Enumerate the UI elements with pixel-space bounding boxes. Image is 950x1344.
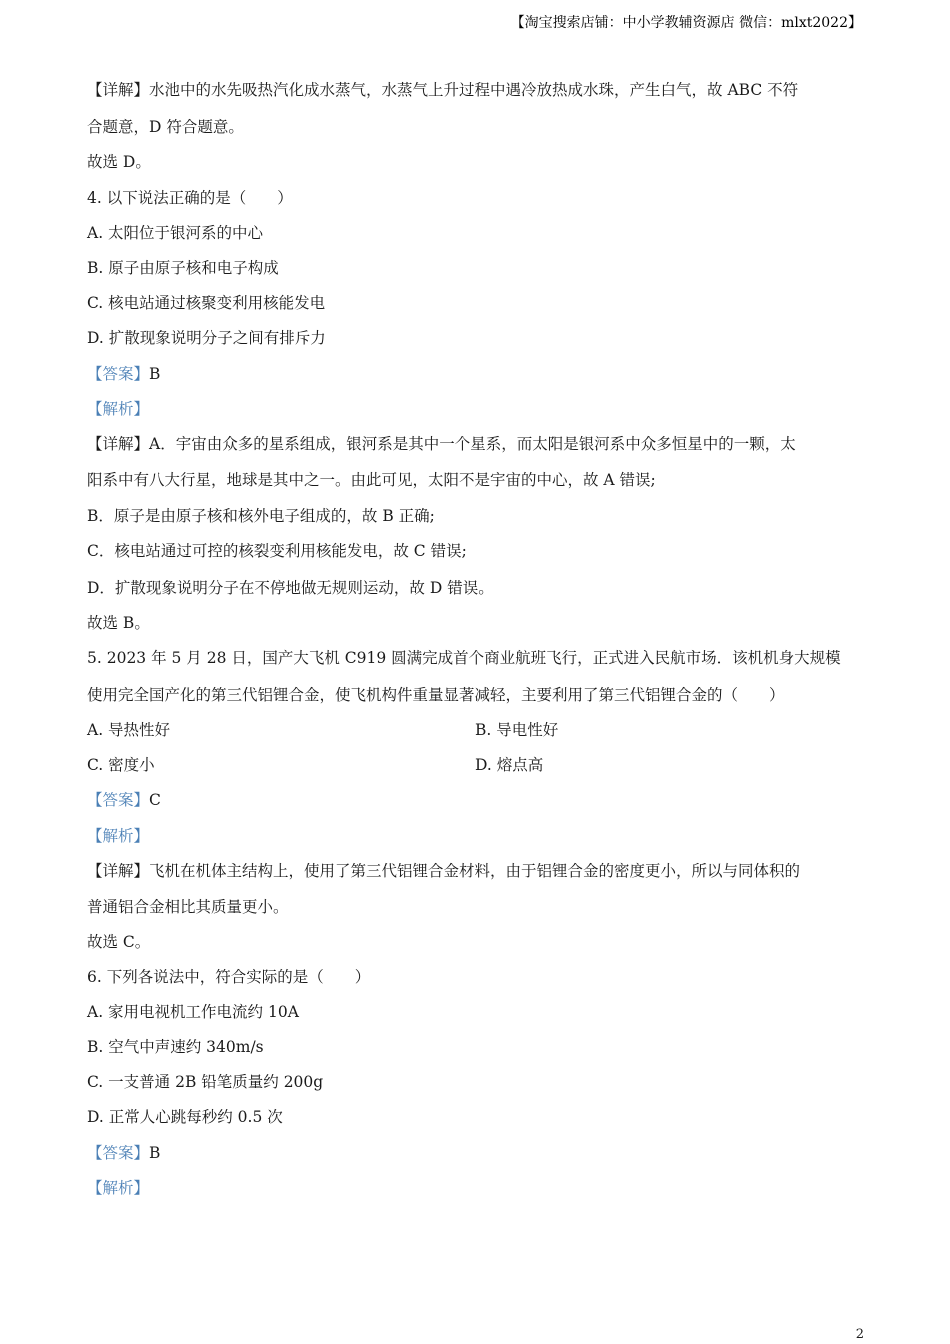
q5-detail-line-2: 普通铝合金相比其质量更小。 [87,898,289,916]
q4-detail-a-line-1 [87,433,862,455]
q4-conclusion: 故选 B。 [87,614,150,632]
answer-value: B [149,365,161,383]
q6-option-a: A. 家用电视机工作电流约 10A [87,1003,299,1021]
q5-option-d: D. 熔点高 [475,756,544,774]
q4-detail-a-line-2: 阳系中有八大行星，地球是其中之一。由此可见，太阳不是宇宙的中心，故 A 错误; [87,471,656,489]
q5-option-b: B. 导电性好 [475,721,559,739]
q4-detail-b: B．原子是由原子核和核外电子组成的，故 B 正确; [87,507,435,525]
q5-analysis-tag: 【解析】 [87,827,150,845]
q5-question-line-2: 使用完全国产化的第三代铝锂合金，使飞机构件重量显著减轻，主要利用了第三代铝锂合金的（ ） [87,686,785,704]
q3-detail-line-2: 合题意，D 符合题意。 [87,118,244,136]
q4-detail-c: C．核电站通过可控的核裂变利用核能发电，故 C 错误; [87,542,467,560]
detail-tag: 【详解】 [87,435,150,453]
detail-text: 水池中的水先吸热汽化成水蒸气，水蒸气上升过程中遇冷放热成水珠，产生白气，故 ABC 不符 [149,81,799,99]
q5-option-a: A. 导热性好 [87,721,171,739]
q5-answer [87,789,862,811]
q4-detail-d: D．扩散现象说明分子在不停地做无规则运动，故 D 错误。 [87,579,494,597]
q4-option-c: C. 核电站通过核聚变利用核能发电 [87,294,326,312]
answer-tag: 【答案】 [87,1144,150,1162]
q5-option-c: C. 密度小 [87,756,155,774]
detail-text: 飞机在机体主结构上，使用了第三代铝锂合金材料，由于铝锂合金的密度更小，所以与同体积的 [149,862,801,880]
q4-option-b: B. 原子由原子核和电子构成 [87,259,279,277]
q6-answer [87,1142,862,1164]
detail-tag: 【详解】 [87,862,150,880]
q5-conclusion: 故选 C。 [87,933,151,951]
detail-tag: 【详解】 [87,81,150,99]
q4-question: 4. 以下说法正确的是（ ） [87,189,293,207]
answer-value: B [149,1144,161,1162]
q5-detail-line-1 [87,860,862,882]
q6-option-d: D. 正常人心跳每秒约 0.5 次 [87,1108,283,1126]
q3-detail-line-1 [87,79,862,101]
q4-option-d: D. 扩散现象说明分子之间有排斥力 [87,329,326,347]
page-header-watermark: 【淘宝搜索店铺：中小学教辅资源店 微信：mlxt2022】 [510,15,862,31]
answer-value: C [149,791,161,809]
q5-question-line-1: 5. 2023 年 5 月 28 日，国产大飞机 C919 圆满完成首个商业航班飞行，正式进入民航市场．该机机身大规模 [87,649,841,667]
q3-conclusion: 故选 D。 [87,153,151,171]
q4-answer [87,363,862,385]
answer-tag: 【答案】 [87,791,150,809]
q4-analysis-tag: 【解析】 [87,400,150,418]
q6-option-c: C. 一支普通 2B 铅笔质量约 200g [87,1073,324,1091]
q6-option-b: B. 空气中声速约 340m/s [87,1038,264,1056]
q6-question: 6. 下列各说法中，符合实际的是（ ） [87,968,371,986]
answer-tag: 【答案】 [87,365,150,383]
q6-analysis-tag: 【解析】 [87,1179,150,1197]
page-number: 2 [855,1327,864,1342]
q4-option-a: A. 太阳位于银河系的中心 [87,224,264,242]
detail-text: A．宇宙由众多的星系组成，银河系是其中一个星系，而太阳是银河系中众多恒星中的一颗，太 [149,435,796,453]
